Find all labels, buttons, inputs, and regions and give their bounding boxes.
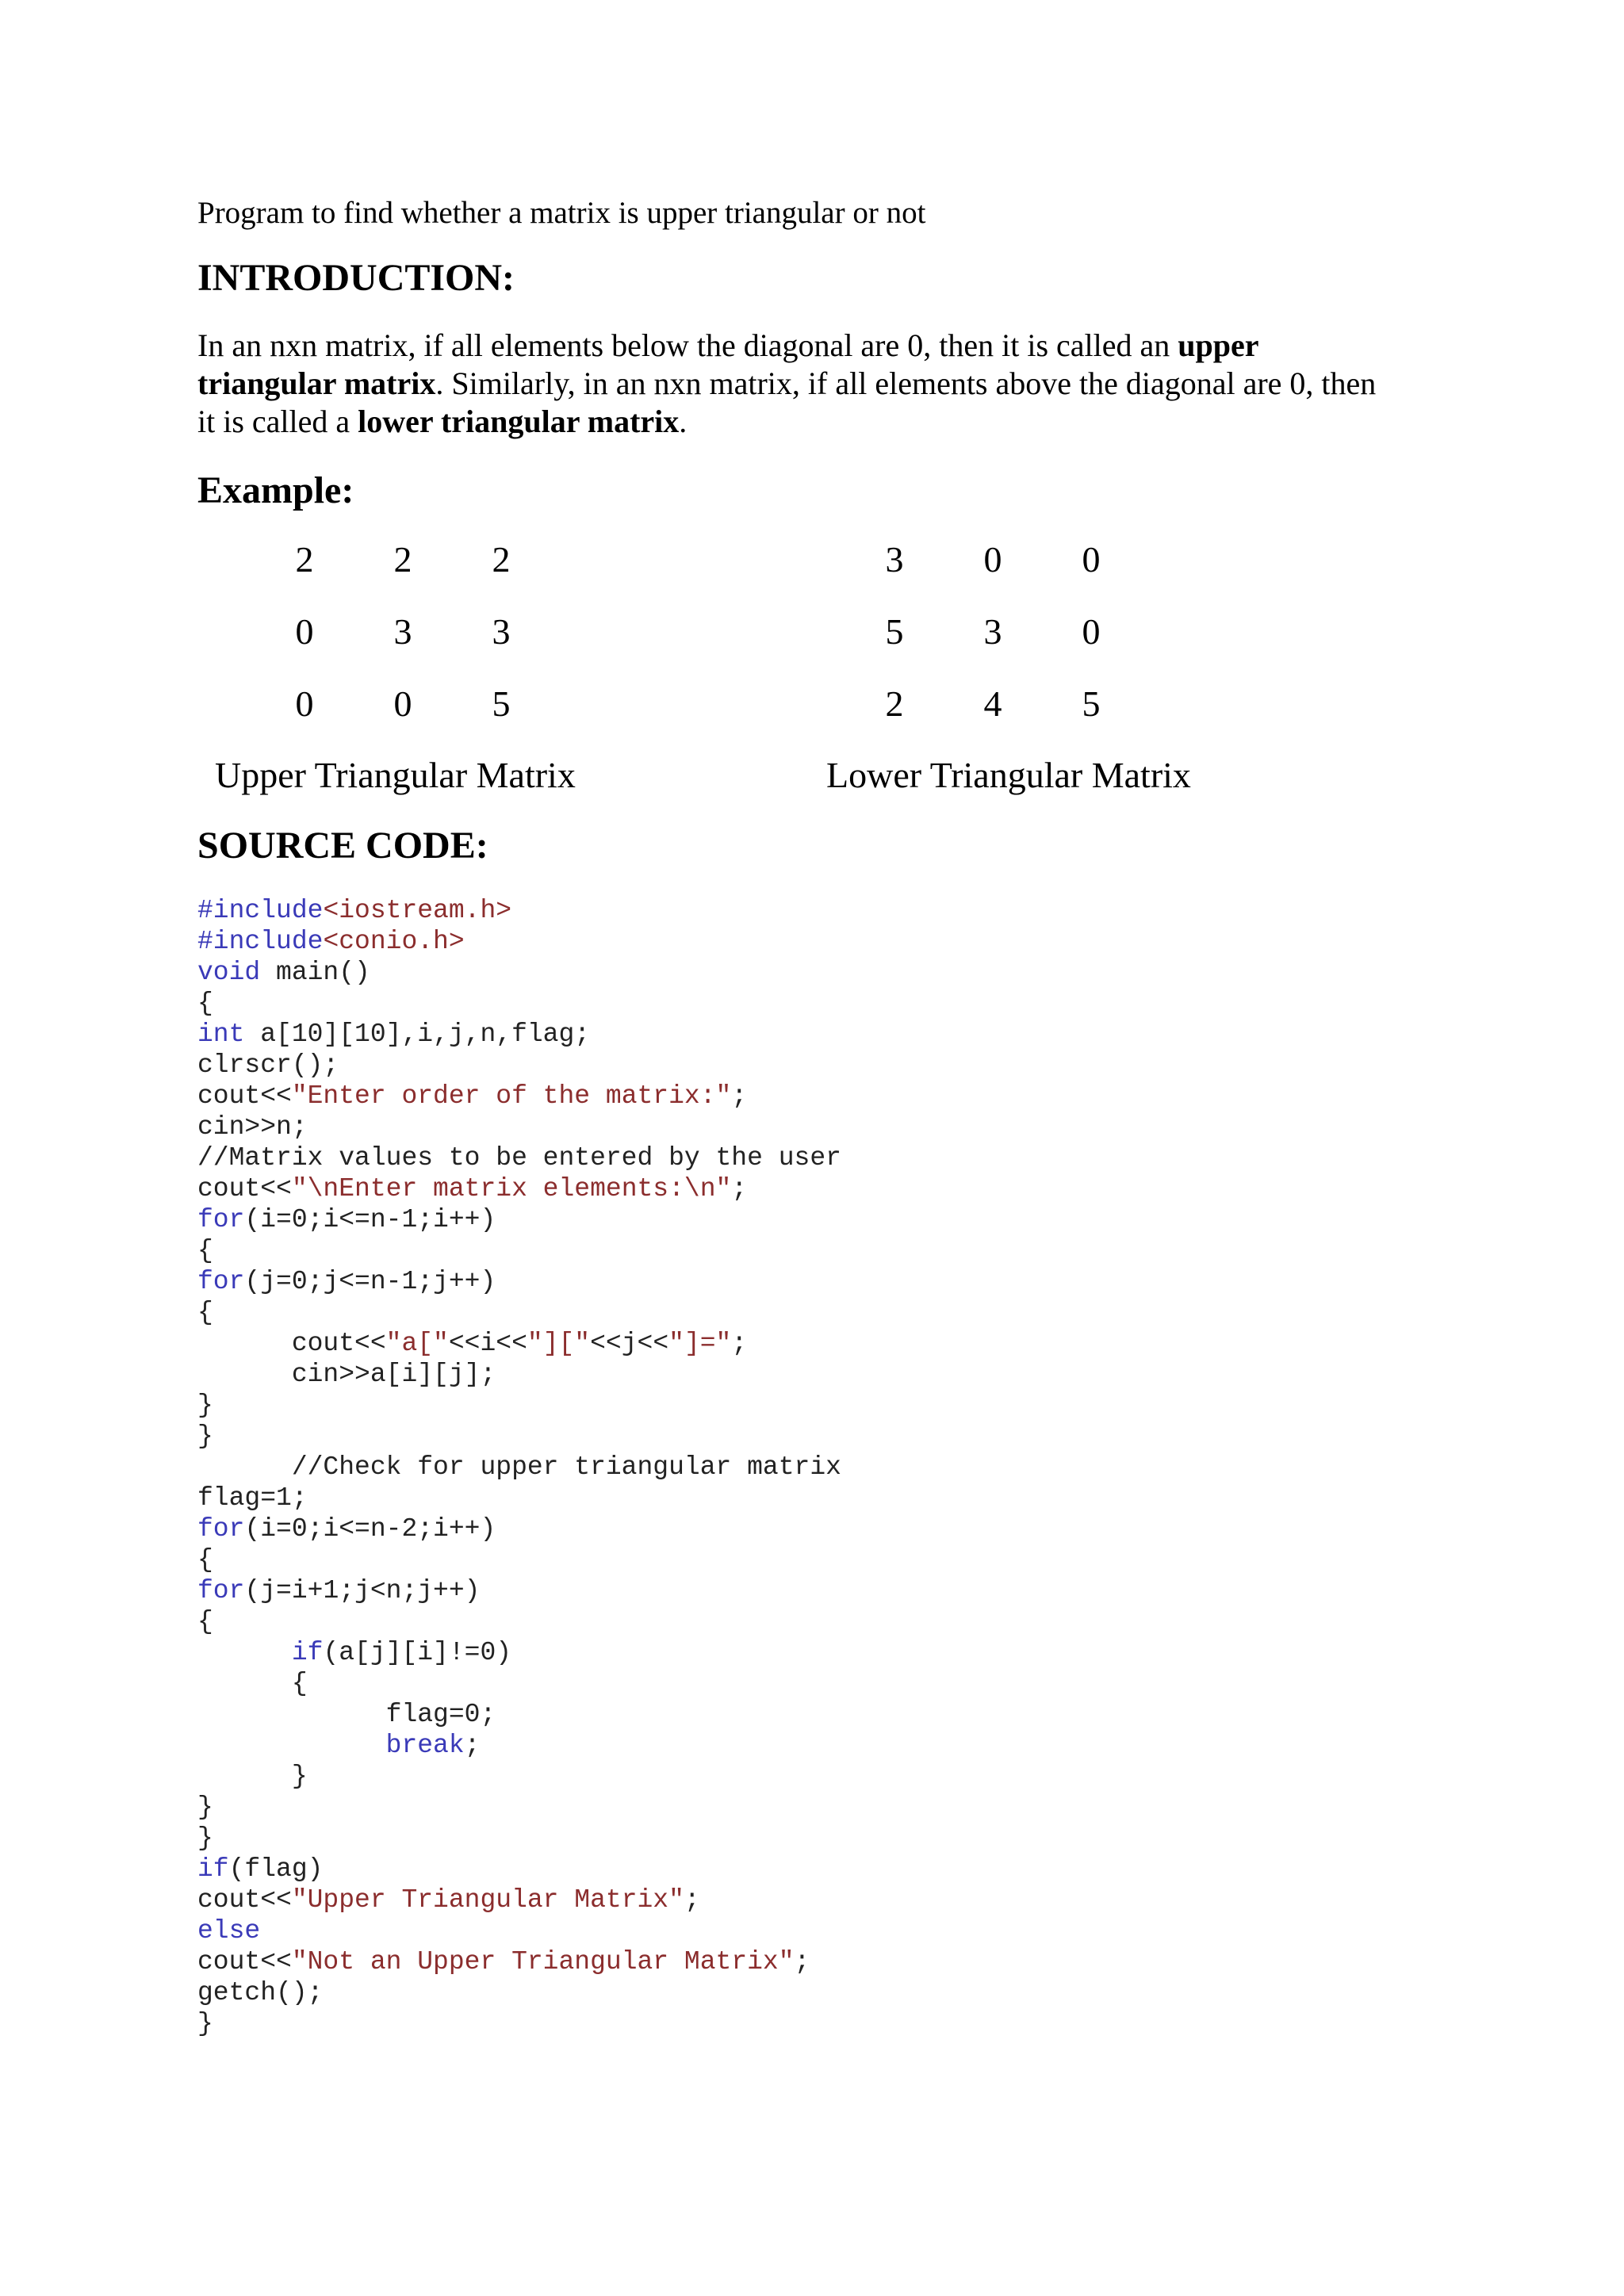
matrix-cell: 5 xyxy=(492,683,511,724)
code-line xyxy=(197,1915,841,1946)
intro-line-3-text: it is called a xyxy=(197,404,358,439)
matrix-cell: 2 xyxy=(393,539,412,580)
code-token: (a[j][i]!=0) xyxy=(323,1638,512,1667)
code-line xyxy=(197,1854,841,1885)
code-token: cout<< xyxy=(197,1329,386,1358)
code-token: flag=1; xyxy=(197,1483,308,1513)
source-code-heading: SOURCE CODE: xyxy=(197,825,488,867)
code-token xyxy=(197,1731,386,1760)
code-token: if xyxy=(291,1638,324,1667)
intro-line-3 xyxy=(197,403,1419,441)
code-line xyxy=(197,926,841,957)
code-line xyxy=(197,1668,841,1699)
code-token: cin>>a[i][j]; xyxy=(197,1360,496,1389)
code-line xyxy=(197,1977,841,2008)
code-token: break xyxy=(385,1731,465,1760)
code-token: "]=" xyxy=(668,1329,732,1358)
code-token: { xyxy=(197,1607,213,1636)
code-token: { xyxy=(197,1669,308,1698)
lower-triangular-matrix xyxy=(871,536,1140,774)
code-line xyxy=(197,1235,841,1266)
code-token: "Upper Triangular Matrix" xyxy=(291,1885,684,1915)
code-line xyxy=(197,1112,841,1142)
code-token: (j=0;j<=n-1;j++) xyxy=(244,1267,496,1296)
intro-term-upper: upper xyxy=(1178,327,1259,363)
code-token: <<i<< xyxy=(448,1329,527,1358)
code-token: ; xyxy=(731,1174,748,1203)
matrix-cell: 0 xyxy=(1082,539,1101,580)
code-line xyxy=(197,988,841,1019)
code-token: for xyxy=(197,1267,245,1296)
matrix-cell: 5 xyxy=(885,611,904,652)
code-token: cin>>n; xyxy=(197,1112,308,1142)
code-token: { xyxy=(197,1545,213,1575)
code-token: <conio.h> xyxy=(323,927,465,956)
code-token: else xyxy=(197,1916,261,1946)
code-token: #include xyxy=(197,896,324,925)
code-line xyxy=(197,2008,841,2039)
code-token: #include xyxy=(197,927,324,956)
code-token: <<j<< xyxy=(590,1329,669,1358)
code-token: clrscr(); xyxy=(197,1050,339,1080)
code-token: for xyxy=(197,1514,245,1544)
matrix-cell: 5 xyxy=(1082,683,1101,724)
code-token: { xyxy=(197,989,213,1018)
code-line xyxy=(197,1513,841,1544)
code-line xyxy=(197,1081,841,1112)
code-token: "Enter order of the matrix:" xyxy=(291,1081,732,1111)
intro-line-1-text: In an nxn matrix, if all elements below the diagonal are 0, then it is called an xyxy=(197,327,1178,363)
code-line xyxy=(197,1019,841,1050)
code-token: (j=i+1;j<n;j++) xyxy=(244,1576,481,1605)
matrix-cell: 0 xyxy=(1082,611,1101,652)
code-line xyxy=(197,1885,841,1915)
code-line xyxy=(197,1050,841,1081)
code-token: { xyxy=(197,1298,213,1327)
code-line xyxy=(197,1792,841,1823)
code-line xyxy=(197,1699,841,1730)
matrix-cell: 3 xyxy=(393,611,412,652)
code-token: int xyxy=(197,1020,245,1049)
matrix-cell: 2 xyxy=(492,539,511,580)
matrix-cell: 4 xyxy=(983,683,1002,724)
code-line xyxy=(197,1823,841,1854)
code-token: void xyxy=(197,958,261,987)
source-code-block xyxy=(197,895,841,2039)
code-line xyxy=(197,1761,841,1792)
code-line xyxy=(197,1730,841,1761)
matrix-cell: 2 xyxy=(295,539,314,580)
code-token: (flag) xyxy=(228,1854,324,1884)
code-token: ; xyxy=(731,1329,748,1358)
code-token: //Matrix values to be entered by the user xyxy=(197,1143,841,1173)
code-line xyxy=(197,1637,841,1668)
intro-line-1 xyxy=(197,327,1419,365)
matrix-cell: 2 xyxy=(885,683,904,724)
code-line xyxy=(197,1421,841,1452)
code-line xyxy=(197,957,841,988)
code-token xyxy=(197,1638,292,1667)
code-line xyxy=(197,1606,841,1637)
matrix-cell: 3 xyxy=(492,611,511,652)
code-token: <iostream.h> xyxy=(323,896,512,925)
code-token: cout<< xyxy=(197,1081,292,1111)
matrix-cell: 0 xyxy=(393,683,412,724)
intro-line-3-period: . xyxy=(679,404,688,439)
code-line xyxy=(197,1142,841,1173)
code-token: "a[" xyxy=(385,1329,449,1358)
code-line xyxy=(197,1946,841,1977)
code-token: ; xyxy=(794,1947,810,1976)
matrix-cell: 3 xyxy=(885,539,904,580)
code-token: } xyxy=(197,1391,213,1420)
code-token: } xyxy=(197,1793,213,1822)
code-line xyxy=(197,1544,841,1575)
intro-term-lower-triangular-matrix: lower triangular matrix xyxy=(358,404,680,439)
code-token: } xyxy=(197,1422,213,1451)
intro-line-2-text: . Similarly, in an nxn matrix, if all elements above the diagonal are 0, then xyxy=(435,365,1377,401)
matrix-cell: 0 xyxy=(983,539,1002,580)
document-subtitle: Program to find whether a matrix is upper triangular or not xyxy=(197,196,926,230)
code-line xyxy=(197,1483,841,1513)
introduction-paragraph xyxy=(197,327,1419,441)
code-token: for xyxy=(197,1576,245,1605)
code-token: ; xyxy=(731,1081,748,1111)
code-token: "][" xyxy=(527,1329,591,1358)
code-token: if xyxy=(197,1854,229,1884)
introduction-heading: INTRODUCTION: xyxy=(197,257,515,299)
code-line xyxy=(197,1390,841,1421)
code-token: "\nEnter matrix elements:\n" xyxy=(291,1174,732,1203)
code-token: main() xyxy=(260,958,370,987)
code-token: cout<< xyxy=(197,1174,292,1203)
code-token: ; xyxy=(464,1731,481,1760)
example-heading: Example: xyxy=(197,469,354,511)
lower-matrix-caption: Lower Triangular Matrix xyxy=(826,755,1191,795)
code-token: (i=0;i<=n-2;i++) xyxy=(244,1514,496,1544)
code-line xyxy=(197,1266,841,1297)
matrix-cell: 0 xyxy=(295,683,314,724)
code-token: cout<< xyxy=(197,1885,292,1915)
code-line xyxy=(197,895,841,926)
matrix-cell: 3 xyxy=(983,611,1002,652)
code-line xyxy=(197,1359,841,1390)
code-line xyxy=(197,1328,841,1359)
code-line xyxy=(197,1204,841,1235)
upper-matrix-caption: Upper Triangular Matrix xyxy=(215,755,576,795)
matrix-cell: 0 xyxy=(295,611,314,652)
code-token: for xyxy=(197,1205,245,1234)
code-line xyxy=(197,1575,841,1606)
code-token: } xyxy=(197,1762,308,1791)
code-token: "Not an Upper Triangular Matrix" xyxy=(291,1947,795,1976)
code-line xyxy=(197,1297,841,1328)
code-token: getch(); xyxy=(197,1978,324,2007)
intro-line-2 xyxy=(197,365,1419,403)
code-line xyxy=(197,1452,841,1483)
code-token: //Check for upper triangular matrix xyxy=(197,1452,841,1482)
code-token: } xyxy=(197,1823,213,1853)
upper-triangular-matrix xyxy=(281,536,550,774)
code-token: (i=0;i<=n-1;i++) xyxy=(244,1205,496,1234)
code-token: flag=0; xyxy=(197,1700,496,1729)
code-token: ; xyxy=(684,1885,700,1915)
code-token: cout<< xyxy=(197,1947,292,1976)
code-token: } xyxy=(197,2009,213,2038)
intro-term-triangular-matrix: triangular matrix xyxy=(197,365,436,401)
code-token: a[10][10],i,j,n,flag; xyxy=(244,1020,591,1049)
code-token: { xyxy=(197,1236,213,1265)
code-line xyxy=(197,1173,841,1204)
